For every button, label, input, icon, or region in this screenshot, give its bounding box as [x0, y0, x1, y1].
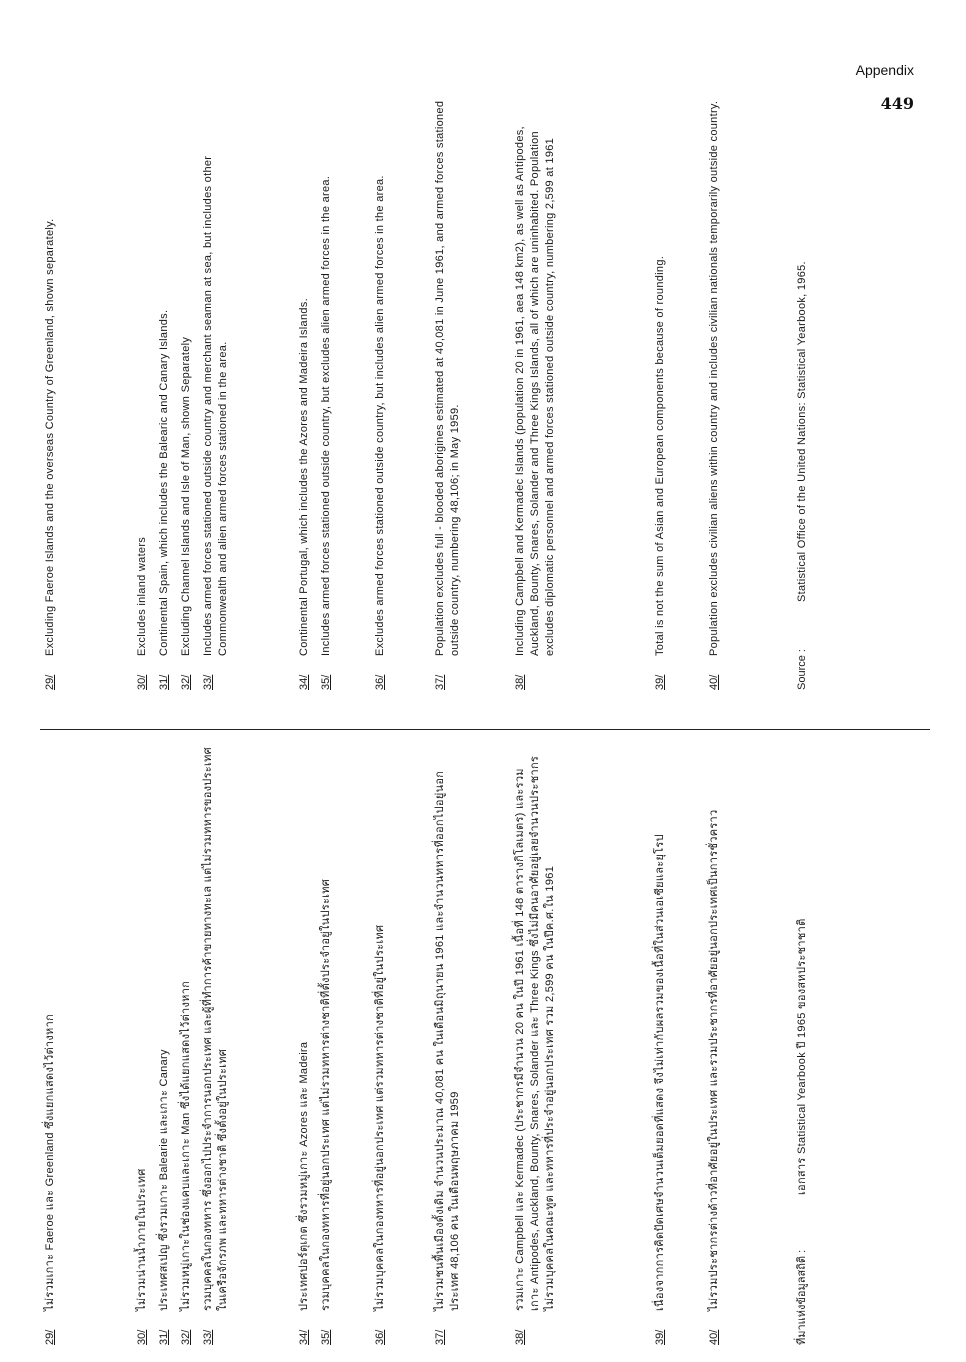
note-number: 29/ — [44, 1329, 56, 1345]
note-text: ไม่รวมน่านน้ำภายในประเทศ — [136, 1168, 148, 1311]
note-number: 40/ — [708, 674, 720, 690]
note-number: 34/ — [298, 1329, 310, 1345]
english-source — [795, 90, 810, 690]
english-note-38 — [513, 90, 559, 690]
thai-note-32 — [179, 745, 194, 1345]
english-note-33 — [201, 90, 231, 690]
note-text: Excluding Channel Islands and Isle of Man, shown Separately — [180, 336, 192, 656]
note-text: เนื่องจากการคิดปัดเศษจำนวนเต็มยอดที่แสดง จึงไม่เท่ากับผลรวมของเนื้อที่ในส่วนเอเซียและยุโรป — [654, 834, 666, 1311]
note-number: 33/ — [202, 1329, 214, 1345]
note-text: Excluding Faeroe Islands and the overseas Country of Greenland, shown separately. — [44, 218, 56, 656]
thai-note-38 — [513, 745, 559, 1345]
note-text: ประเทศสเปญ ซึ่งรวมเกาะ Balearie และเกาะ Canary — [158, 1049, 170, 1311]
english-note-37 — [433, 90, 463, 690]
note-text: Continental Spain, which includes the Balearic and Canary Islands. — [158, 309, 170, 656]
note-text: ไม่รวมประชากรต่างด้าวที่อาศัยอยู่ในประเทศ และรวมประชากรที่อาศัยอยู่นอกประเทศเป็นการชั่วคราว — [708, 809, 720, 1311]
note-number: 35/ — [320, 674, 332, 690]
note-text: Includes armed forces stationed outside country and merchant seaman at sea, but includes other Commonwealth and alien armed forces stationed in the area. — [202, 155, 230, 656]
note-number: 30/ — [136, 1329, 148, 1345]
note-text: ไม่รวมเกาะ Faeroe และ Greenland ซึ่งแยกแสดงไว้ต่างหาก — [44, 1013, 56, 1311]
note-number: 36/ — [374, 674, 386, 690]
source-text: Statistical Office of the United Nations: Statistical Yearbook, 1965. — [796, 261, 808, 602]
note-text: รวมเกาะ Campbell และ Kermadec (ประชากรมีจำนวน 20 คน ในปี 1961 เนื้อที่ 148 ตารางกิโลเมตร) และรวมเกาะ Antipodes, Auckland, Bounty, Snares, Solander และ Three Kings ซึ่งไม่มีคนอาศัยอยู่เลยจำนวนประชากรไม่รวมบุคคลในคณะทูต และทหารที่ประจำอยู่นอกประเทศ รวม 2,599 คน ในปีค.ศ.ใน 1961 — [514, 755, 557, 1311]
english-note-29 — [43, 90, 58, 690]
note-number: 38/ — [514, 674, 526, 690]
thai-note-31 — [157, 745, 172, 1345]
note-text: Continental Portugal, which includes the Azores and Madeira Islands. — [298, 298, 310, 656]
note-number: 33/ — [202, 674, 214, 690]
thai-note-37 — [433, 745, 463, 1345]
note-text: รวมบุคคลในกองทหาร ซึ่งออกไปประจำการนอกประเทศ และผู้ที่ทำการค้าขายทางทะเล แต่ไม่รวมทหารของประเทศในเครือจักรภพ และทหารต่างชาติ ซึ่งตั้งอยู่ในประเทศ — [202, 747, 230, 1311]
note-number: 37/ — [434, 674, 446, 690]
note-number: 32/ — [180, 1329, 192, 1345]
note-number: 30/ — [136, 674, 148, 690]
note-number: 39/ — [654, 1329, 666, 1345]
note-number: 38/ — [514, 1329, 526, 1345]
thai-note-34 — [297, 745, 312, 1345]
note-number: 31/ — [158, 1329, 170, 1345]
note-number: 35/ — [320, 1329, 332, 1345]
note-number: 37/ — [434, 1329, 446, 1345]
note-text: ไม่รวมบุคคลในกองทหารที่อยู่นอกประเทศ แต่รวมทหารต่างชาติที่อยู่ในประเทศ — [374, 924, 386, 1311]
english-note-35 — [319, 90, 334, 690]
note-text: รวมบุคคลในกองทหารที่อยู่นอกประเทศ แต่ไม่รวมทหารต่างชาติที่ตั้งประจำอยู่ในประเทศ — [320, 878, 332, 1311]
thai-note-39 — [653, 745, 668, 1345]
english-note-40 — [707, 90, 722, 690]
column-divider — [40, 729, 930, 730]
source-label: Source : — [796, 649, 808, 690]
source-label: ที่มาแห่งข้อมูลสถิติ : — [796, 1249, 808, 1345]
note-number: 36/ — [374, 1329, 386, 1345]
note-text: Including Campbell and Kermadec Islands (population 20 in 1961, aea 148 km2), as well as Antipodes, Auckland, Bounty, Snares, Solander and Three Kings Islands, all of which are uninhabited. Population excludes diplomatic personnel and armed forces stationed outside country, numbering 2,599 at 1961 — [514, 126, 557, 656]
thai-source — [795, 745, 810, 1345]
thai-note-30 — [135, 745, 150, 1345]
note-number: 32/ — [180, 674, 192, 690]
page-number: 449 — [880, 94, 914, 113]
rotated-content — [35, 85, 935, 1345]
note-text: Includes armed forces stationed outside country, but excludes alien armed forces in the area. — [320, 175, 332, 656]
source-text: เอกสาร Statistical Yearbook ปี 1965 ของสหประชาชาติ — [796, 918, 808, 1195]
thai-note-35 — [319, 745, 334, 1345]
english-note-39 — [653, 90, 668, 690]
note-text: Population excludes civilian aliens within country and includes civilian nationals temporarily outside country. — [708, 100, 720, 656]
note-text: Excludes armed forces stationed outside country, but includes alien armed forces in the area. — [374, 175, 386, 656]
note-number: 34/ — [298, 674, 310, 690]
note-text: ไม่รวมชนพื้นเมืองดั้งเดิม จำนวนประมาณ 40,081 คน ในเดือนมิถุนายน 1961 และจำนวนทหารที่ออกไปอยู่นอกประเทศ 48,106 คน ในเดือนพฤษภาคม 1959 — [434, 770, 462, 1311]
note-number: 40/ — [708, 1329, 720, 1345]
english-note-36 — [373, 90, 388, 690]
note-text: Total is not the sum of Asian and European components because of rounding. — [654, 255, 666, 656]
thai-note-29 — [43, 745, 58, 1345]
note-text: ไม่รวมหมู่เกาะในช่องแคบและเกาะ Man ซึ่งได้แยกแสดงไว้ต่างหาก — [180, 980, 192, 1311]
note-text: Population excludes full - blooded aborigines estimated at 40,081 in June 1961, and armed forces stationed outside country, numbering 48,106; in May 1959. — [434, 100, 462, 656]
thai-note-33 — [201, 745, 231, 1345]
thai-note-36 — [373, 745, 388, 1345]
english-note-31 — [157, 90, 172, 690]
english-note-30 — [135, 90, 150, 690]
english-note-34 — [297, 90, 312, 690]
english-note-32 — [179, 90, 194, 690]
note-number: 29/ — [44, 674, 56, 690]
note-number: 39/ — [654, 674, 666, 690]
note-text: ประเทศปอร์ตุเกต ซึ่งรวมหมู่เกาะ Azores และ Madeira — [298, 1041, 310, 1311]
thai-note-40 — [707, 745, 722, 1345]
appendix-label: Appendix — [855, 62, 914, 78]
note-text: Excludes inland waters — [136, 536, 148, 656]
note-number: 31/ — [158, 674, 170, 690]
